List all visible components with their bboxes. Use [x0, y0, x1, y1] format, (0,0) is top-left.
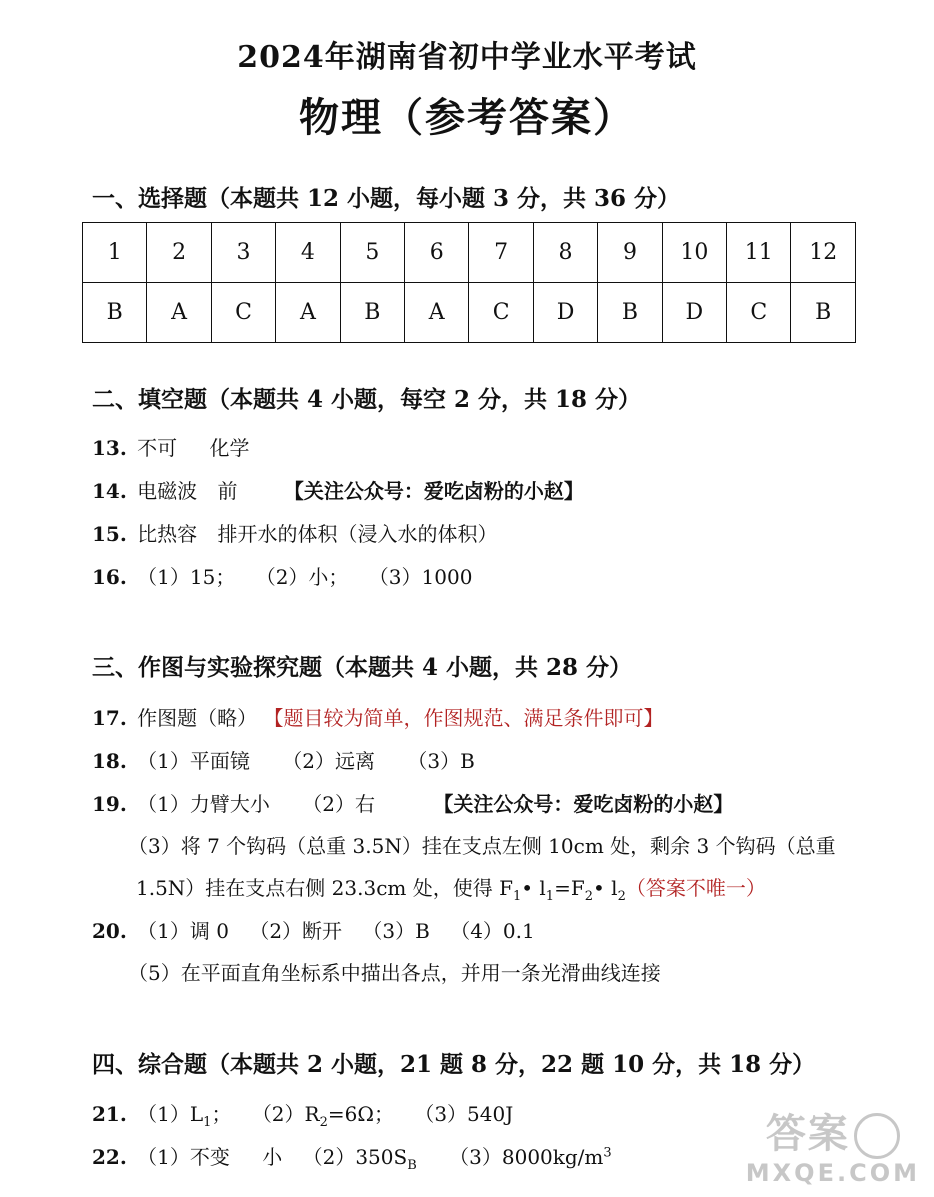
subscript: 2	[319, 1115, 328, 1130]
question-number: 18.	[92, 749, 127, 773]
section-1-heading: 一、选择题（本题共 12 小题，每小题 3 分，共 36 分）	[92, 185, 681, 212]
subscript: 2	[617, 889, 626, 904]
question-number: 13.	[92, 436, 127, 460]
answer-part: 前	[217, 479, 238, 503]
answer-cell: C	[211, 283, 275, 343]
answer-cell: B	[340, 283, 404, 343]
question-number: 16.	[92, 565, 127, 589]
answer-13	[92, 432, 250, 461]
text-segment: =F	[554, 876, 585, 900]
question-number-cell: 6	[405, 223, 469, 283]
text-segment: =6Ω；	[327, 1102, 394, 1126]
exam-title: 2024年湖南省初中学业水平考试	[237, 40, 697, 75]
text-segment: （2）350S	[302, 1145, 408, 1169]
answer-cell: A	[276, 283, 340, 343]
answer-18	[92, 745, 475, 774]
text-segment: • l	[521, 876, 546, 900]
answer-14	[92, 475, 584, 504]
answer-part: （2）小；	[255, 565, 349, 589]
answer-part: （3）B	[407, 749, 475, 773]
answer-part: （3）B	[362, 919, 430, 943]
question-number-cell: 1	[83, 223, 147, 283]
question-number: 14.	[92, 479, 127, 503]
answer-cell: B	[791, 283, 856, 343]
answer-part: 作图题（略）	[137, 706, 258, 730]
answer-16	[92, 561, 472, 590]
seal-icon	[854, 1113, 900, 1159]
answer-part: （1）平面镜	[137, 749, 250, 773]
answer-part: 化学	[209, 436, 250, 460]
choice-answer-table	[82, 222, 856, 343]
answer-22	[92, 1141, 612, 1173]
answer-cell: D	[662, 283, 726, 343]
answer-part: （2）断开	[249, 919, 343, 943]
question-number: 20.	[92, 919, 127, 943]
question-number: 22.	[92, 1145, 127, 1169]
answer-part: （1）力臂大小	[137, 792, 270, 816]
question-number-cell: 8	[533, 223, 597, 283]
answer-part: （2）远离	[282, 749, 375, 773]
red-note: （答案不唯一）	[625, 876, 766, 900]
question-number-cell: 3	[211, 223, 275, 283]
red-note: 【题目较为简单，作图规范、满足条件即可】	[263, 706, 664, 730]
answer-cell: A	[405, 283, 469, 343]
question-number-cell: 2	[147, 223, 211, 283]
answer-17	[92, 702, 664, 731]
watermark-text: 答案	[765, 1111, 850, 1157]
question-number-cell: 4	[276, 223, 340, 283]
answer-cell: A	[147, 283, 211, 343]
question-number: 17.	[92, 706, 127, 730]
watermark-domain: MXQE.COM	[745, 1159, 920, 1187]
answer-19-part3-line1: （3）将 7 个钩码（总重 3.5N）挂在支点左侧 10cm 处，剩余 3 个钩码（总重	[128, 834, 836, 858]
answer-part: （3）1000	[368, 565, 473, 589]
question-number: 21.	[92, 1102, 127, 1126]
answer-20-part5: （5）在平面直角坐标系中描出各点，并用一条光滑曲线连接	[128, 961, 661, 985]
answer-row	[83, 283, 856, 343]
answer-cell: C	[469, 283, 533, 343]
subscript: 2	[584, 889, 593, 904]
text-segment: 1.5N）挂在支点右侧 23.3cm 处，使得 F	[136, 876, 513, 900]
answer-cell: D	[533, 283, 597, 343]
answer-20	[92, 915, 535, 944]
text-segment: （2）R	[251, 1102, 320, 1126]
answer-part: 小	[262, 1145, 283, 1169]
question-number-cell: 12	[791, 223, 856, 283]
text-segment: （1）L	[137, 1102, 204, 1126]
answer-19	[92, 788, 733, 817]
subscript: 1	[203, 1115, 212, 1130]
question-number-row	[83, 223, 856, 283]
exam-subtitle: 物理（参考答案）	[299, 94, 635, 141]
text-segment: （3）8000kg/m	[449, 1145, 604, 1169]
question-number-cell: 11	[727, 223, 791, 283]
section-2-heading: 二、填空题（本题共 4 小题，每空 2 分，共 18 分）	[92, 386, 642, 413]
answer-part: （4）0.1	[450, 919, 535, 943]
answer-19-part3-line2	[136, 872, 766, 904]
answer-cell: B	[598, 283, 662, 343]
subscript: 1	[545, 889, 555, 904]
subscript: 1	[512, 889, 522, 904]
text-segment: ；	[211, 1102, 232, 1126]
answer-part: 排开水的体积（浸入水的体积）	[217, 522, 498, 546]
answer-part: 电磁波	[137, 479, 198, 503]
promo-note: 【关注公众号：爱吃卤粉的小赵】	[283, 479, 584, 503]
answer-part: （2）右	[302, 792, 375, 816]
question-number-cell: 10	[662, 223, 726, 283]
answer-cell: C	[727, 283, 791, 343]
subscript: B	[407, 1158, 417, 1173]
section-3-heading: 三、作图与实验探究题（本题共 4 小题，共 28 分）	[92, 654, 633, 681]
superscript: 3	[603, 1145, 612, 1161]
answer-part: 不可	[137, 436, 178, 460]
question-number: 15.	[92, 522, 127, 546]
answer-part: （1）不变	[137, 1145, 230, 1169]
answer-part: 比热容	[137, 522, 198, 546]
question-number: 19.	[92, 792, 127, 816]
question-number-cell: 5	[340, 223, 404, 283]
answer-part: （1）调 0	[137, 919, 229, 943]
question-number-cell: 7	[469, 223, 533, 283]
watermark	[746, 1102, 920, 1187]
promo-note: 【关注公众号：爱吃卤粉的小赵】	[433, 792, 734, 816]
answer-part: （3）540J	[414, 1102, 514, 1126]
question-number-cell: 9	[598, 223, 662, 283]
answer-cell: B	[83, 283, 147, 343]
answer-21	[92, 1098, 513, 1130]
answer-15	[92, 518, 498, 547]
text-segment: • l	[593, 876, 618, 900]
answer-part: （1）15；	[137, 565, 236, 589]
section-4-heading: 四、综合题（本题共 2 小题，21 题 8 分，22 题 10 分，共 18 分）	[92, 1051, 816, 1078]
